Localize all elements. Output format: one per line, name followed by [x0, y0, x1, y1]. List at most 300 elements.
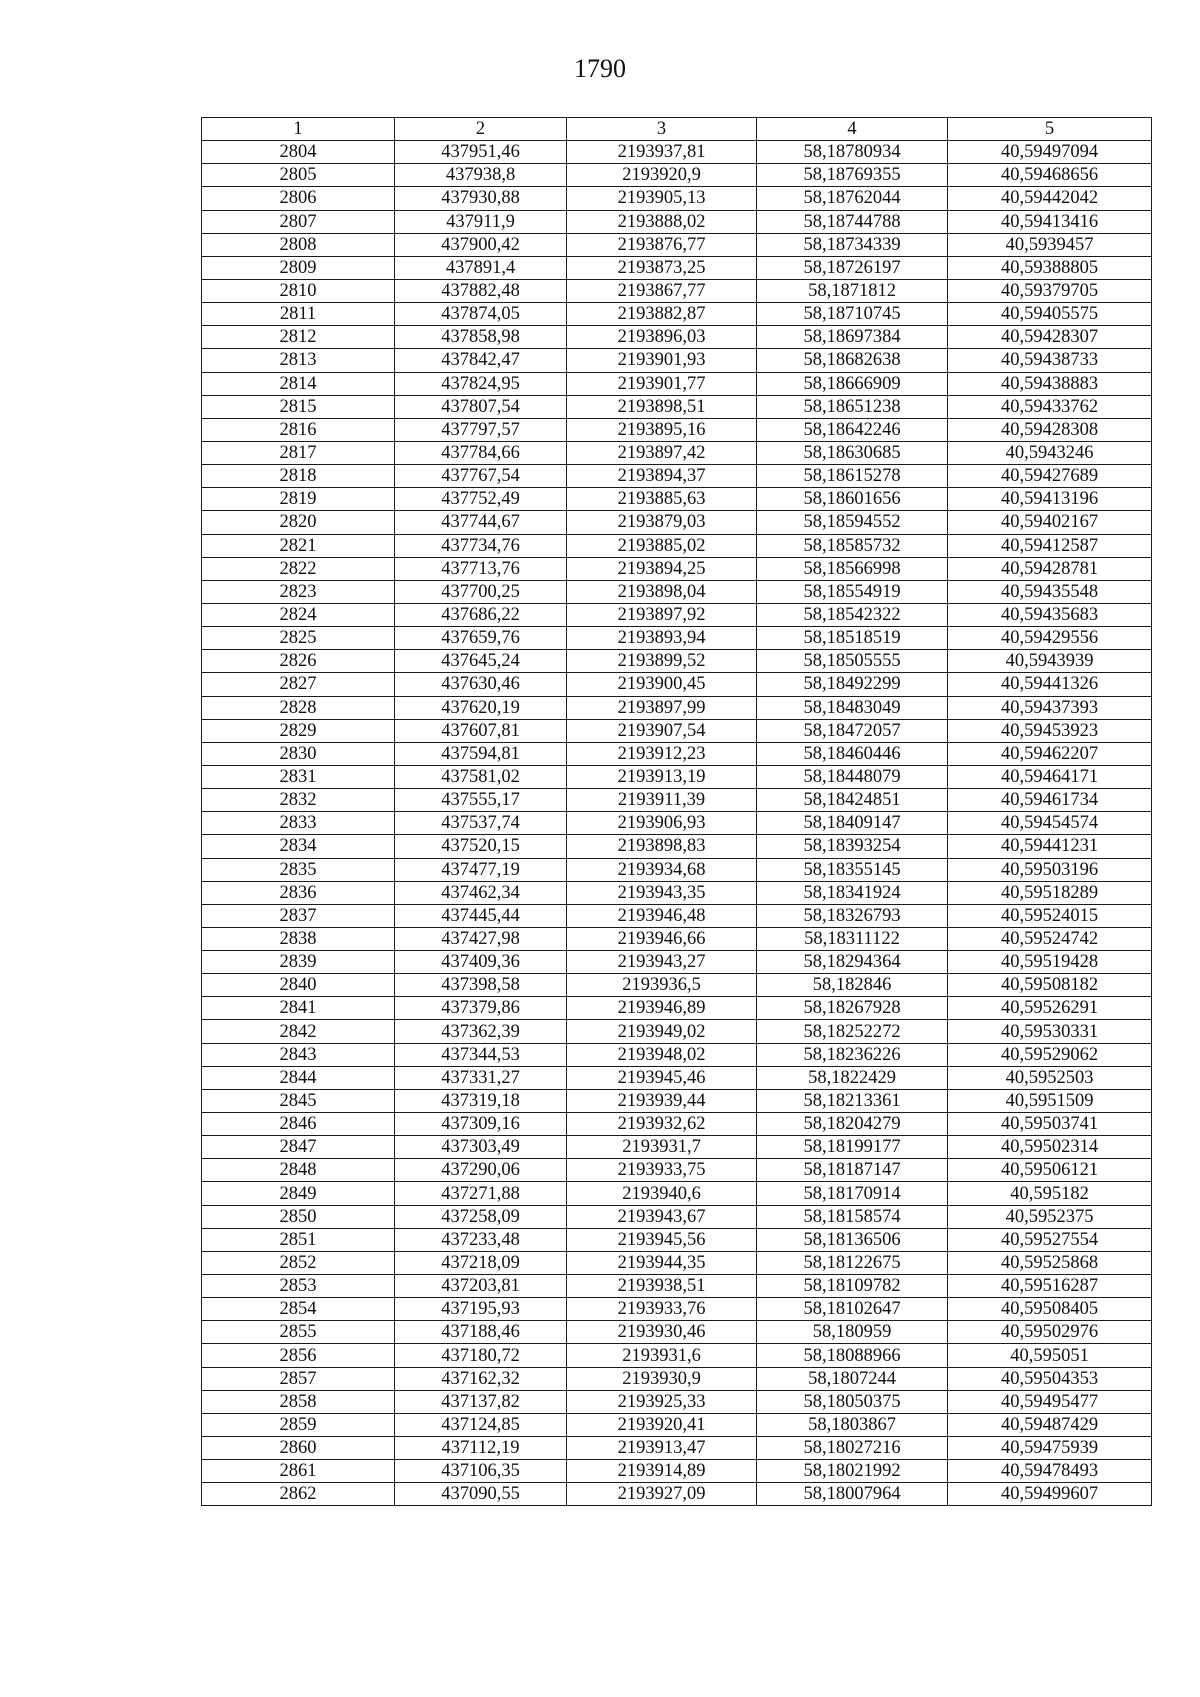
table-cell: 40,59435548 [948, 580, 1152, 603]
table-cell: 2847 [202, 1136, 395, 1159]
table-row [202, 395, 1152, 418]
table-cell: 58,18518519 [757, 627, 948, 650]
table-cell: 2193901,77 [567, 372, 757, 395]
table-row [202, 1298, 1152, 1321]
table-cell: 2808 [202, 233, 395, 256]
table-cell: 2845 [202, 1089, 395, 1112]
table-cell: 40,59438883 [948, 372, 1152, 395]
table-cell: 437594,81 [395, 742, 567, 765]
table-cell: 58,1871812 [757, 279, 948, 302]
table-cell: 2193943,27 [567, 951, 757, 974]
column-header-4: 4 [757, 118, 948, 141]
table-row [202, 372, 1152, 395]
table-cell: 2193938,51 [567, 1275, 757, 1298]
table-cell: 2818 [202, 465, 395, 488]
table-cell: 2824 [202, 603, 395, 626]
table-cell: 2825 [202, 627, 395, 650]
table-cell: 58,18341924 [757, 881, 948, 904]
table-cell: 437180,72 [395, 1344, 567, 1367]
table-cell: 40,59412587 [948, 534, 1152, 557]
table-row [202, 1182, 1152, 1205]
table-cell: 2193888,02 [567, 210, 757, 233]
table-cell: 58,1822429 [757, 1066, 948, 1089]
table-cell: 40,59428781 [948, 557, 1152, 580]
table-cell: 58,18697384 [757, 326, 948, 349]
table-cell: 437344,53 [395, 1043, 567, 1066]
table-cell: 437218,09 [395, 1251, 567, 1274]
table-cell: 437744,67 [395, 511, 567, 534]
table-cell: 2193944,35 [567, 1251, 757, 1274]
table-cell: 2822 [202, 557, 395, 580]
table-cell: 40,59468656 [948, 164, 1152, 187]
table-row [202, 1344, 1152, 1367]
table-row [202, 927, 1152, 950]
table-row [202, 1390, 1152, 1413]
table-cell: 2193940,6 [567, 1182, 757, 1205]
table-cell: 2817 [202, 441, 395, 464]
table-cell: 2838 [202, 927, 395, 950]
table-cell: 58,18027216 [757, 1437, 948, 1460]
table-cell: 58,18594552 [757, 511, 948, 534]
table-cell: 437112,19 [395, 1437, 567, 1460]
table-cell: 2193949,02 [567, 1020, 757, 1043]
table-cell: 2193943,35 [567, 881, 757, 904]
table-cell: 58,18326793 [757, 904, 948, 927]
table-row [202, 742, 1152, 765]
table-cell: 2193897,42 [567, 441, 757, 464]
table-cell: 437462,34 [395, 881, 567, 904]
table-cell: 58,18050375 [757, 1390, 948, 1413]
table-cell: 2859 [202, 1413, 395, 1436]
table-cell: 40,59464171 [948, 765, 1152, 788]
table-cell: 2193900,45 [567, 673, 757, 696]
table-cell: 40,59475939 [948, 1437, 1152, 1460]
table-cell: 2839 [202, 951, 395, 974]
table-cell: 2823 [202, 580, 395, 603]
table-cell: 58,18199177 [757, 1136, 948, 1159]
table-cell: 2820 [202, 511, 395, 534]
table-cell: 2854 [202, 1298, 395, 1321]
table-cell: 40,59454574 [948, 812, 1152, 835]
table-cell: 2809 [202, 256, 395, 279]
table-cell: 2828 [202, 696, 395, 719]
table-cell: 40,59524015 [948, 904, 1152, 927]
table-row [202, 974, 1152, 997]
table-row [202, 997, 1152, 1020]
column-header-2: 2 [395, 118, 567, 141]
table-cell: 2848 [202, 1159, 395, 1182]
table-cell: 2193914,89 [567, 1460, 757, 1483]
table-cell: 40,5951509 [948, 1089, 1152, 1112]
table-cell: 2840 [202, 974, 395, 997]
table-cell: 58,18744788 [757, 210, 948, 233]
table-row [202, 279, 1152, 302]
table-cell: 2193933,75 [567, 1159, 757, 1182]
table-cell: 2193885,02 [567, 534, 757, 557]
table-cell: 437233,48 [395, 1228, 567, 1251]
table-cell: 2862 [202, 1483, 395, 1506]
table-cell: 40,5939457 [948, 233, 1152, 256]
table-row [202, 303, 1152, 326]
table-row [202, 441, 1152, 464]
table-cell: 58,18651238 [757, 395, 948, 418]
table-row [202, 1205, 1152, 1228]
table-cell: 40,59508405 [948, 1298, 1152, 1321]
table-cell: 2804 [202, 141, 395, 164]
table-cell: 58,18682638 [757, 349, 948, 372]
table-cell: 2193907,54 [567, 719, 757, 742]
table-cell: 2858 [202, 1390, 395, 1413]
table-cell: 40,59441231 [948, 835, 1152, 858]
table-cell: 2814 [202, 372, 395, 395]
table-cell: 40,59413196 [948, 488, 1152, 511]
table-cell: 58,18769355 [757, 164, 948, 187]
table-cell: 58,18424851 [757, 789, 948, 812]
table-cell: 58,18021992 [757, 1460, 948, 1483]
table-row [202, 349, 1152, 372]
table-cell: 2836 [202, 881, 395, 904]
table-cell: 437303,49 [395, 1136, 567, 1159]
table-cell: 2193927,09 [567, 1483, 757, 1506]
table-cell: 2193920,9 [567, 164, 757, 187]
table-cell: 2193930,46 [567, 1321, 757, 1344]
table-row [202, 141, 1152, 164]
table-cell: 437686,22 [395, 603, 567, 626]
table-cell: 2193931,7 [567, 1136, 757, 1159]
table-cell: 2819 [202, 488, 395, 511]
table-row [202, 1483, 1152, 1506]
table-cell: 58,18666909 [757, 372, 948, 395]
table-cell: 437398,58 [395, 974, 567, 997]
table-row [202, 1020, 1152, 1043]
table-cell: 40,59429556 [948, 627, 1152, 650]
table-cell: 2193901,93 [567, 349, 757, 372]
table-cell: 437477,19 [395, 858, 567, 881]
page-number: 1790 [574, 54, 626, 83]
table-cell: 2844 [202, 1066, 395, 1089]
table-cell: 40,59388805 [948, 256, 1152, 279]
table-cell: 2193937,81 [567, 141, 757, 164]
table-cell: 437137,82 [395, 1390, 567, 1413]
table-cell: 58,18213361 [757, 1089, 948, 1112]
table-cell: 2855 [202, 1321, 395, 1344]
table-cell: 437645,24 [395, 650, 567, 673]
table-cell: 437938,8 [395, 164, 567, 187]
table-cell: 2193882,87 [567, 303, 757, 326]
table-cell: 2810 [202, 279, 395, 302]
table-row [202, 1251, 1152, 1274]
table-cell: 58,18236226 [757, 1043, 948, 1066]
table-cell: 2193943,67 [567, 1205, 757, 1228]
table-cell: 2827 [202, 673, 395, 696]
table-cell: 40,59497094 [948, 141, 1152, 164]
table-cell: 58,18170914 [757, 1182, 948, 1205]
table-cell: 40,59402167 [948, 511, 1152, 534]
table-cell: 58,18187147 [757, 1159, 948, 1182]
table-cell: 2193895,16 [567, 418, 757, 441]
table-cell: 2193925,33 [567, 1390, 757, 1413]
table-cell: 437271,88 [395, 1182, 567, 1205]
table-cell: 40,59405575 [948, 303, 1152, 326]
table-cell: 40,59379705 [948, 279, 1152, 302]
table-cell: 437331,27 [395, 1066, 567, 1089]
table-cell: 40,59487429 [948, 1413, 1152, 1436]
table-cell: 58,18601656 [757, 488, 948, 511]
table-row [202, 326, 1152, 349]
table-cell: 40,59462207 [948, 742, 1152, 765]
table-cell: 2193934,68 [567, 858, 757, 881]
table-cell: 58,18122675 [757, 1251, 948, 1274]
table-cell: 58,18409147 [757, 812, 948, 835]
table-cell: 2856 [202, 1344, 395, 1367]
table-cell: 2193898,83 [567, 835, 757, 858]
table-cell: 2852 [202, 1251, 395, 1274]
table-cell: 2193933,76 [567, 1298, 757, 1321]
table-row [202, 650, 1152, 673]
table-cell: 437930,88 [395, 187, 567, 210]
table-cell: 40,5943246 [948, 441, 1152, 464]
table-cell: 2815 [202, 395, 395, 418]
table-cell: 2193911,39 [567, 789, 757, 812]
table-cell: 437734,76 [395, 534, 567, 557]
table-cell: 437555,17 [395, 789, 567, 812]
table-cell: 58,18158574 [757, 1205, 948, 1228]
table-cell: 58,18393254 [757, 835, 948, 858]
table-row [202, 1066, 1152, 1089]
table-row [202, 1460, 1152, 1483]
table-cell: 58,18252272 [757, 1020, 948, 1043]
column-header-5: 5 [948, 118, 1152, 141]
table-row [202, 488, 1152, 511]
table-cell: 437520,15 [395, 835, 567, 858]
table-cell: 437379,86 [395, 997, 567, 1020]
table-row [202, 719, 1152, 742]
table-cell: 58,18615278 [757, 465, 948, 488]
table-cell: 58,18542322 [757, 603, 948, 626]
table-cell: 2835 [202, 858, 395, 881]
table-cell: 58,18566998 [757, 557, 948, 580]
table-cell: 437258,09 [395, 1205, 567, 1228]
table-cell: 2193945,46 [567, 1066, 757, 1089]
table-cell: 2193936,5 [567, 974, 757, 997]
table-row [202, 210, 1152, 233]
table-cell: 58,182846 [757, 974, 948, 997]
table-row [202, 1321, 1152, 1344]
table-row [202, 812, 1152, 835]
table-cell: 2857 [202, 1367, 395, 1390]
table-cell: 40,59506121 [948, 1159, 1152, 1182]
table-cell: 58,18088966 [757, 1344, 948, 1367]
table-cell: 437784,66 [395, 441, 567, 464]
table-cell: 2851 [202, 1228, 395, 1251]
table-cell: 437713,76 [395, 557, 567, 580]
table-cell: 437900,42 [395, 233, 567, 256]
table-cell: 40,59504353 [948, 1367, 1152, 1390]
table-cell: 40,59461734 [948, 789, 1152, 812]
table-cell: 2842 [202, 1020, 395, 1043]
table-cell: 437427,98 [395, 927, 567, 950]
table-cell: 2193897,92 [567, 603, 757, 626]
table-row [202, 1113, 1152, 1136]
table-row [202, 511, 1152, 534]
table-cell: 2193946,66 [567, 927, 757, 950]
table-cell: 40,59428307 [948, 326, 1152, 349]
table-cell: 2860 [202, 1437, 395, 1460]
table-row [202, 1228, 1152, 1251]
table-cell: 40,5952503 [948, 1066, 1152, 1089]
table-row [202, 1367, 1152, 1390]
table-cell: 437858,98 [395, 326, 567, 349]
table-row [202, 1043, 1152, 1066]
table-cell: 40,59530331 [948, 1020, 1152, 1043]
table-cell: 437842,47 [395, 349, 567, 372]
table-cell: 437309,16 [395, 1113, 567, 1136]
table-cell: 2193906,93 [567, 812, 757, 835]
table-cell: 437891,4 [395, 256, 567, 279]
table-cell: 58,18294364 [757, 951, 948, 974]
table-row [202, 233, 1152, 256]
table-cell: 2837 [202, 904, 395, 927]
table-cell: 40,59524742 [948, 927, 1152, 950]
table-cell: 58,18102647 [757, 1298, 948, 1321]
table-row [202, 951, 1152, 974]
table-cell: 2812 [202, 326, 395, 349]
table-cell: 2193913,47 [567, 1437, 757, 1460]
table-cell: 2193948,02 [567, 1043, 757, 1066]
table-cell: 40,59442042 [948, 187, 1152, 210]
table-cell: 58,18585732 [757, 534, 948, 557]
table-row [202, 418, 1152, 441]
table-cell: 58,18630685 [757, 441, 948, 464]
table-cell: 40,59413416 [948, 210, 1152, 233]
table-header [202, 118, 1152, 141]
table-row [202, 881, 1152, 904]
table-cell: 2807 [202, 210, 395, 233]
table-cell: 437882,48 [395, 279, 567, 302]
table-cell: 58,18204279 [757, 1113, 948, 1136]
table-cell: 40,59433762 [948, 395, 1152, 418]
table-cell: 40,5943939 [948, 650, 1152, 673]
table-cell: 40,59529062 [948, 1043, 1152, 1066]
table-cell: 40,59427689 [948, 465, 1152, 488]
table-row [202, 673, 1152, 696]
table-cell: 2193946,89 [567, 997, 757, 1020]
table-cell: 2843 [202, 1043, 395, 1066]
table-cell: 437607,81 [395, 719, 567, 742]
table-cell: 2830 [202, 742, 395, 765]
table-row [202, 904, 1152, 927]
table-cell: 2193894,25 [567, 557, 757, 580]
table-cell: 2193897,99 [567, 696, 757, 719]
table-cell: 40,59503196 [948, 858, 1152, 881]
table-row [202, 1159, 1152, 1182]
table-cell: 40,59435683 [948, 603, 1152, 626]
table-row [202, 1089, 1152, 1112]
table-cell: 437752,49 [395, 488, 567, 511]
table-row [202, 1275, 1152, 1298]
table-cell: 2193896,03 [567, 326, 757, 349]
table-row [202, 256, 1152, 279]
table-cell: 58,18726197 [757, 256, 948, 279]
table-row [202, 789, 1152, 812]
table-cell: 437090,55 [395, 1483, 567, 1506]
table-cell: 2193898,51 [567, 395, 757, 418]
table-cell: 2193867,77 [567, 279, 757, 302]
table-cell: 2826 [202, 650, 395, 673]
table-cell: 2811 [202, 303, 395, 326]
table-cell: 58,18492299 [757, 673, 948, 696]
table-row [202, 603, 1152, 626]
table-cell: 437445,44 [395, 904, 567, 927]
table-cell: 40,59437393 [948, 696, 1152, 719]
table-cell: 437290,06 [395, 1159, 567, 1182]
table-cell: 2834 [202, 835, 395, 858]
table-cell: 2193932,62 [567, 1113, 757, 1136]
table-cell: 2846 [202, 1113, 395, 1136]
table-cell: 437911,9 [395, 210, 567, 233]
table-cell: 437581,02 [395, 765, 567, 788]
table-cell: 437124,85 [395, 1413, 567, 1436]
table-cell: 58,18355145 [757, 858, 948, 881]
table-cell: 58,18483049 [757, 696, 948, 719]
table-cell: 58,1803867 [757, 1413, 948, 1436]
table-cell: 40,59527554 [948, 1228, 1152, 1251]
table-row [202, 580, 1152, 603]
table-cell: 437195,93 [395, 1298, 567, 1321]
table-cell: 2831 [202, 765, 395, 788]
table-cell: 437362,39 [395, 1020, 567, 1043]
table-cell: 437319,18 [395, 1089, 567, 1112]
table-cell: 58,18311122 [757, 927, 948, 950]
table-cell: 2193920,41 [567, 1413, 757, 1436]
table-cell: 2193945,56 [567, 1228, 757, 1251]
table-cell: 2193879,03 [567, 511, 757, 534]
table-cell: 2806 [202, 187, 395, 210]
table-cell: 58,18554919 [757, 580, 948, 603]
table-cell: 40,59499607 [948, 1483, 1152, 1506]
table-body [202, 141, 1152, 1506]
table-row [202, 1136, 1152, 1159]
table-cell: 2861 [202, 1460, 395, 1483]
table-cell: 2853 [202, 1275, 395, 1298]
table-cell: 437874,05 [395, 303, 567, 326]
table-cell: 2193899,52 [567, 650, 757, 673]
table-cell: 58,18448079 [757, 765, 948, 788]
table-cell: 2841 [202, 997, 395, 1020]
table-cell: 40,59526291 [948, 997, 1152, 1020]
table-cell: 40,59516287 [948, 1275, 1152, 1298]
table-cell: 58,18710745 [757, 303, 948, 326]
table-cell: 2193905,13 [567, 187, 757, 210]
table-cell: 58,18780934 [757, 141, 948, 164]
table-cell: 58,18460446 [757, 742, 948, 765]
table-cell: 2821 [202, 534, 395, 557]
table-cell: 2193893,94 [567, 627, 757, 650]
table-cell: 58,1807244 [757, 1367, 948, 1390]
table-cell: 437188,46 [395, 1321, 567, 1344]
table-cell: 437807,54 [395, 395, 567, 418]
table-cell: 40,59518289 [948, 881, 1152, 904]
table-row [202, 534, 1152, 557]
table-cell: 40,59453923 [948, 719, 1152, 742]
table-row [202, 627, 1152, 650]
table-cell: 2193946,48 [567, 904, 757, 927]
table-row [202, 164, 1152, 187]
table-cell: 2193876,77 [567, 233, 757, 256]
table-cell: 2805 [202, 164, 395, 187]
coordinates-table [201, 117, 1152, 1506]
table-cell: 2849 [202, 1182, 395, 1205]
